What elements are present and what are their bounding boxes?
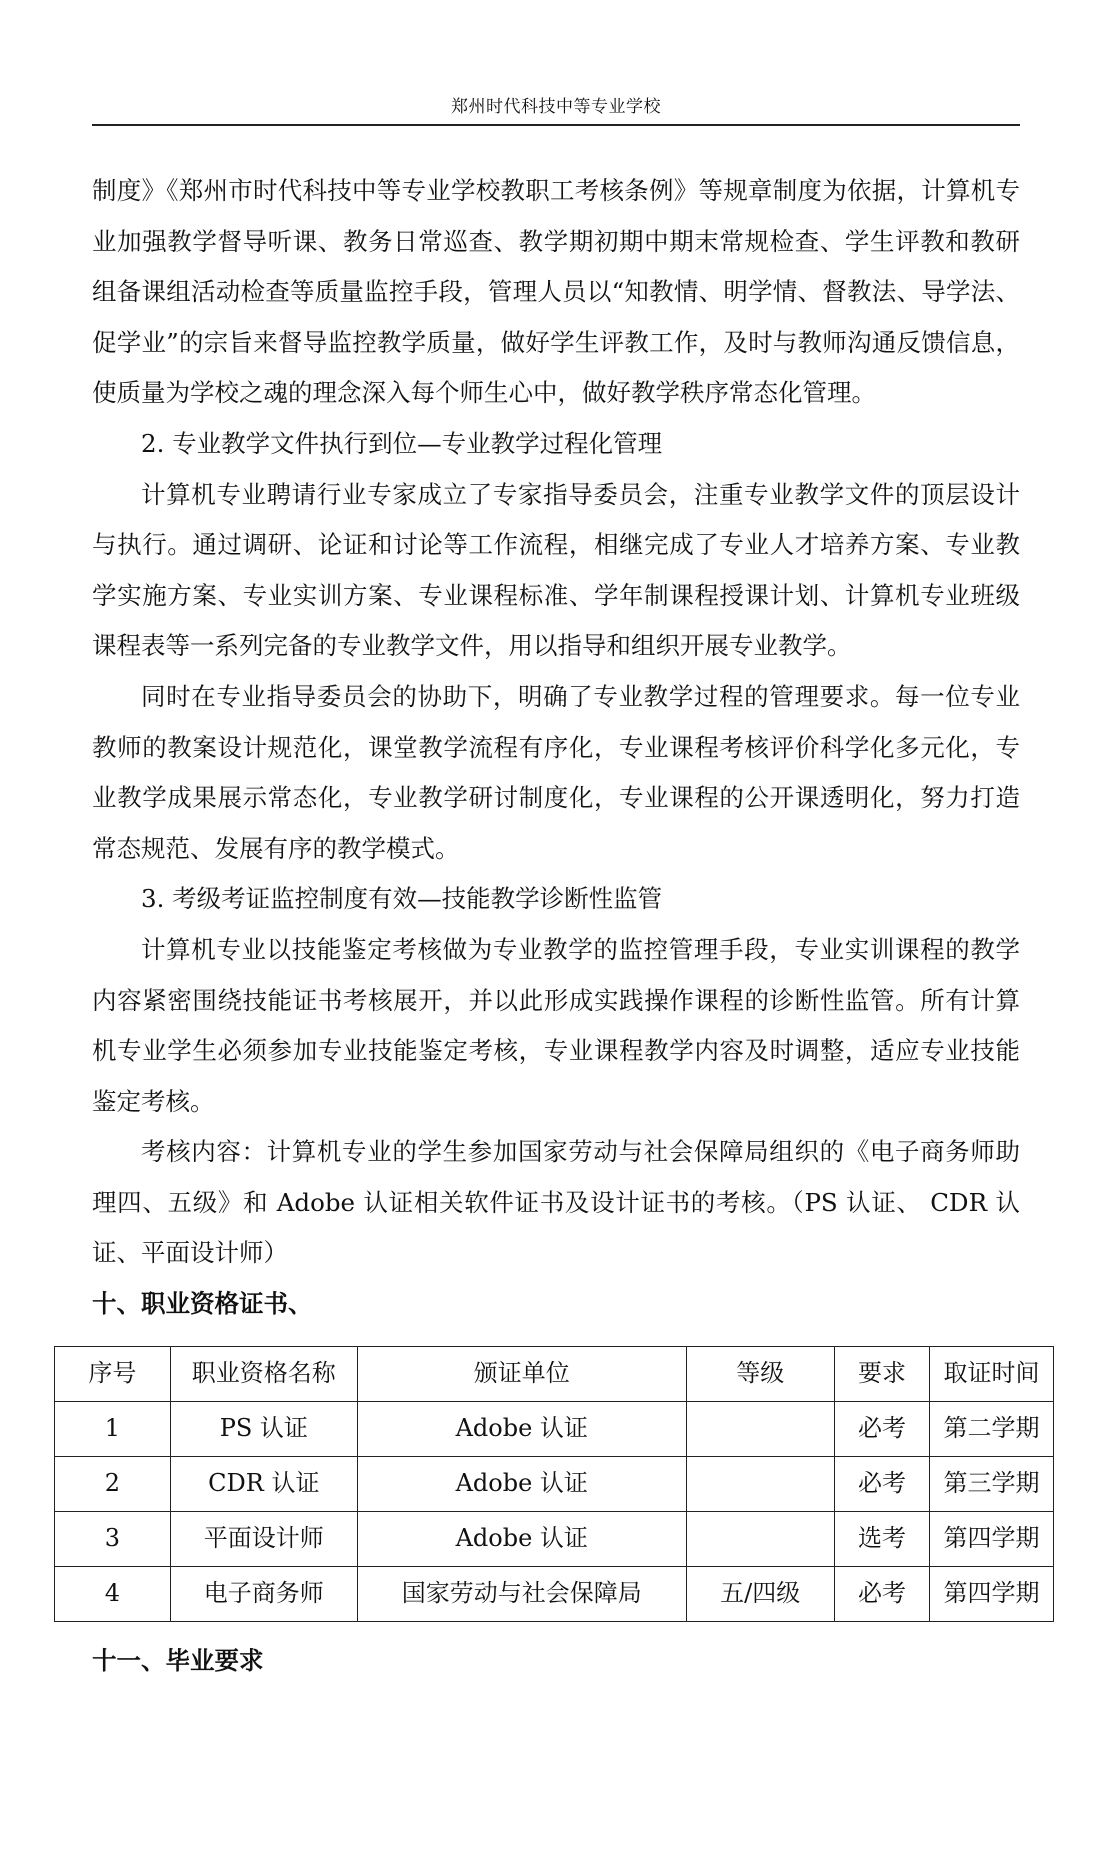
cell-name: 平面设计师	[170, 1511, 357, 1566]
document-body	[88, 166, 1040, 1686]
section-heading-certificates: 十、职业资格证书、	[92, 1289, 313, 1319]
header-cell-name: 职业资格名称	[170, 1346, 357, 1401]
paragraph-expert-committee: 计算机专业聘请行业专家成立了专家指导委员会，注重专业教学文件的顶层设计与执行。通过调研、论证和讨论等工作流程，相继完成了专业人才培养方案、专业教学实施方案、专业实训方案、专业课程标准、学年制课程授课计划、计算机专业班级课程表等一系列完备的专业教学文件，用以指导和组织开展专业教学。	[92, 479, 1020, 661]
cell-time: 第四学期	[930, 1566, 1054, 1621]
table-header-row	[55, 1346, 1054, 1401]
cell-number: 2	[55, 1456, 171, 1511]
header-cell-time: 取证时间	[930, 1346, 1054, 1401]
header-cell-issuer: 颁证单位	[357, 1346, 686, 1401]
cell-requirement: 选考	[834, 1511, 929, 1566]
cell-level	[686, 1511, 834, 1566]
cell-number: 4	[55, 1566, 171, 1621]
paragraph-skill-assessment: 计算机专业以技能鉴定考核做为专业教学的监控管理手段，专业实训课程的教学内容紧密围绕技能证书考核展开，并以此形成实践操作课程的诊断性监管。所有计算机专业学生必须参加专业技能鉴定考核，专业课程教学内容及时调整，适应专业技能鉴定考核。	[92, 934, 1020, 1116]
cell-number: 1	[55, 1401, 171, 1456]
cell-time: 第四学期	[930, 1511, 1054, 1566]
page-header: 郑州时代科技中等专业学校	[451, 97, 661, 117]
paragraph-management-requirements: 同时在专业指导委员会的协助下，明确了专业教学过程的管理要求。每一位专业教师的教案设计规范化，课堂教学流程有序化，专业课程考核评价科学化多元化，专业教学成果展示常态化，专业教学研讨制度化，专业课程的公开课透明化，努力打造常态规范、发展有序的教学模式。	[92, 681, 1020, 863]
cell-time: 第三学期	[930, 1456, 1054, 1511]
cell-issuer: 国家劳动与社会保障局	[357, 1566, 686, 1621]
header-cell-number: 序号	[55, 1346, 171, 1401]
cell-issuer: Adobe 认证	[357, 1401, 686, 1456]
cell-issuer: Adobe 认证	[357, 1456, 686, 1511]
cell-name: CDR 认证	[170, 1456, 357, 1511]
paragraph-supervision: 制度》《郑州市时代科技中等专业学校教职工考核条例》等规章制度为依据，计算机专业加强教学督导听课、教务日常巡查、教学期初期中期末常规检查、学生评教和教研组备课组活动检查等质量监控手段，管理人员以“知教情、明学情、督教法、导学法、促学业”的宗旨来督导监控教学质量，做好学生评教工作，及时与教师沟通反馈信息，使质量为学校之魂的理念深入每个师生心中，做好教学秩序常态化管理。	[92, 176, 1020, 408]
table-row	[55, 1401, 1054, 1456]
cell-requirement: 必考	[834, 1566, 929, 1621]
subheading-teaching-documents: 2. 专业教学文件执行到位—专业教学过程化管理	[141, 428, 663, 458]
cell-time: 第二学期	[930, 1401, 1054, 1456]
cell-requirement: 必考	[834, 1401, 929, 1456]
cell-level: 五/四级	[686, 1566, 834, 1621]
certificate-table	[54, 1346, 1054, 1622]
cell-requirement: 必考	[834, 1456, 929, 1511]
cell-level	[686, 1456, 834, 1511]
section-heading-graduation: 十一、毕业要求	[92, 1645, 264, 1675]
subheading-certification-monitoring: 3. 考级考证监控制度有效—技能教学诊断性监管	[141, 884, 663, 914]
header-divider	[92, 124, 1020, 126]
table-row	[55, 1511, 1054, 1566]
header-cell-requirement: 要求	[834, 1346, 929, 1401]
cell-name: PS 认证	[170, 1401, 357, 1456]
cell-issuer: Adobe 认证	[357, 1511, 686, 1566]
table-row	[55, 1456, 1054, 1511]
paragraph-assessment-content: 考核内容：计算机专业的学生参加国家劳动与社会保障局组织的《电子商务师助理四、五级》和 Adobe 认证相关软件证书及设计证书的考核。（PS 认证、 CDR 认证、平面设计师）	[92, 1137, 1020, 1268]
cell-number: 3	[55, 1511, 171, 1566]
cell-level	[686, 1401, 834, 1456]
header-cell-level: 等级	[686, 1346, 834, 1401]
table-row	[55, 1566, 1054, 1621]
cell-name: 电子商务师	[170, 1566, 357, 1621]
